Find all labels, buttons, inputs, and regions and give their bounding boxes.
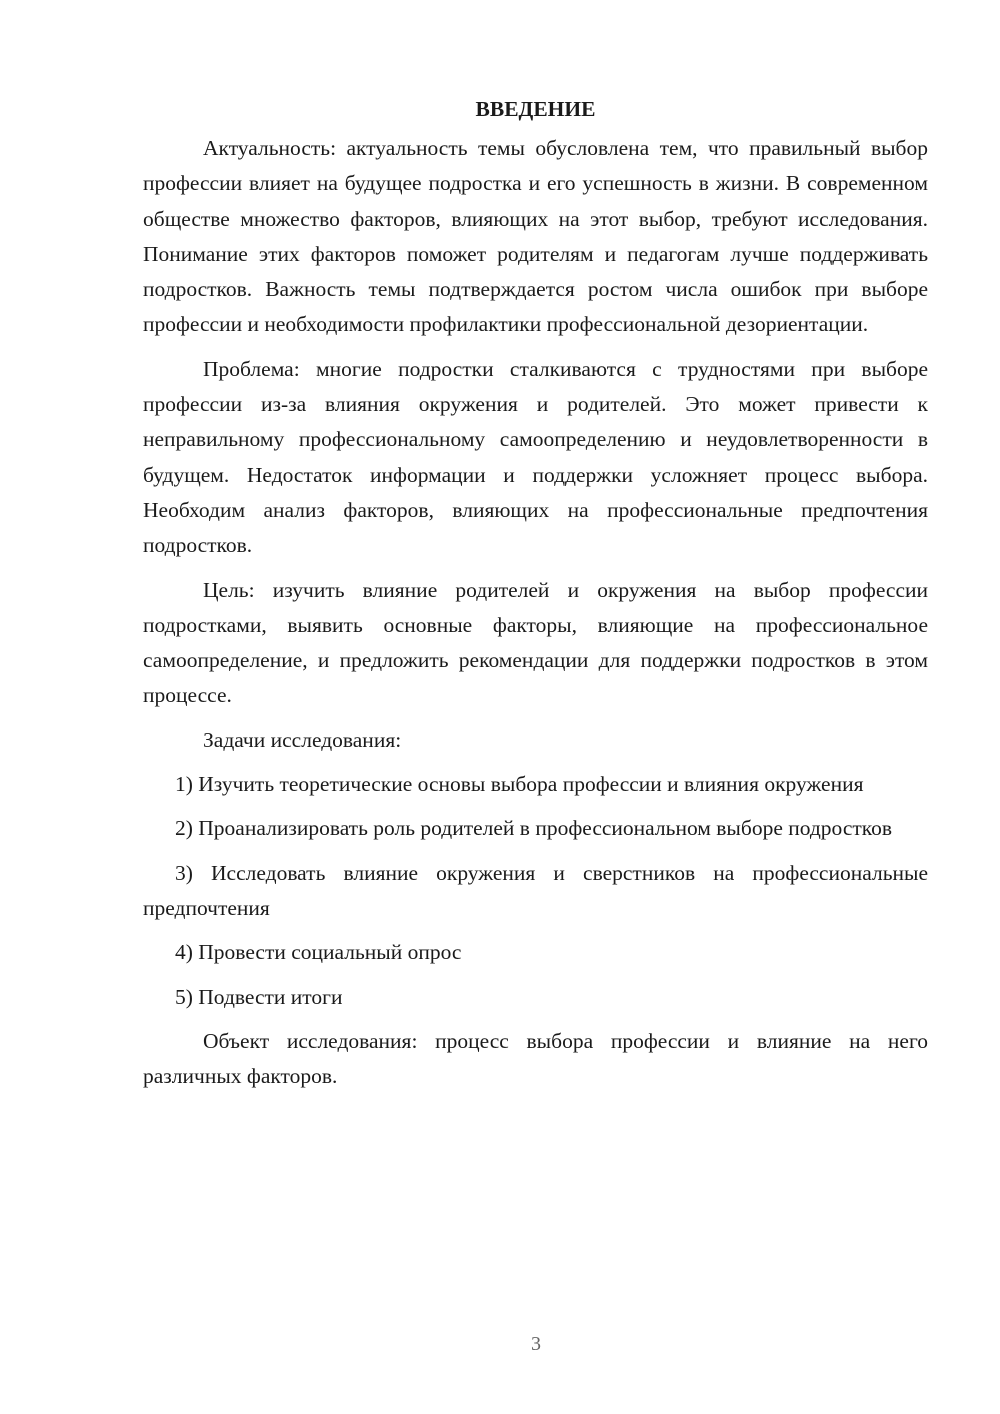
goal-paragraph: Цель: изучить влияние родителей и окружения на выбор профессии подростками, выявить основные факторы, влияющие на профессиональное самоопределение, и предложить рекомендации для поддержки подростков в этом процессе. <box>143 577 928 708</box>
page-number: 3 <box>531 1333 541 1355</box>
task-item-4: 4) Провести социальный опрос <box>175 940 462 965</box>
document-page <box>143 92 928 1103</box>
task-item-3: 3) Исследовать влияние окружения и сверстников на профессиональные предпочтения <box>143 860 928 920</box>
problem-paragraph: Проблема: многие подростки сталкиваются с трудностями при выборе профессии из-за влияния окружения и родителей. Это может привести к неправильному профессиональному самоопределению и неудовлетворенности в будущем. Недостаток информации и поддержки усложняет процесс выбора. Необходим анализ факторов, влияющих на профессиональные предпочтения подростков. <box>143 356 928 558</box>
task-item-1: 1) Изучить теоретические основы выбора профессии и влияния окружения <box>175 772 864 797</box>
section-heading: ВВЕДЕНИЕ <box>475 97 596 121</box>
task-item-2: 2) Проанализировать роль родителей в профессиональном выборе подростков <box>175 816 893 841</box>
relevance-paragraph: Актуальность: актуальность темы обусловлена тем, что правильный выбор профессии влияет на будущее подростка и его успешность в жизни. В современном обществе множество факторов, влияющих на этот выбор, требуют исследования. Понимание этих факторов поможет родителям и педагогам лучше поддерживать подростков. Важность темы подтверждается ростом числа ошибок при выборе профессии и необходимости профилактики профессиональной дезориентации. <box>143 136 928 337</box>
task-item-5: 5) Подвести итоги <box>175 984 343 1009</box>
object-paragraph: Объект исследования: процесс выбора профессии и влияние на него различных факторов. <box>143 1028 928 1089</box>
tasks-heading: Задачи исследования: <box>203 727 402 752</box>
